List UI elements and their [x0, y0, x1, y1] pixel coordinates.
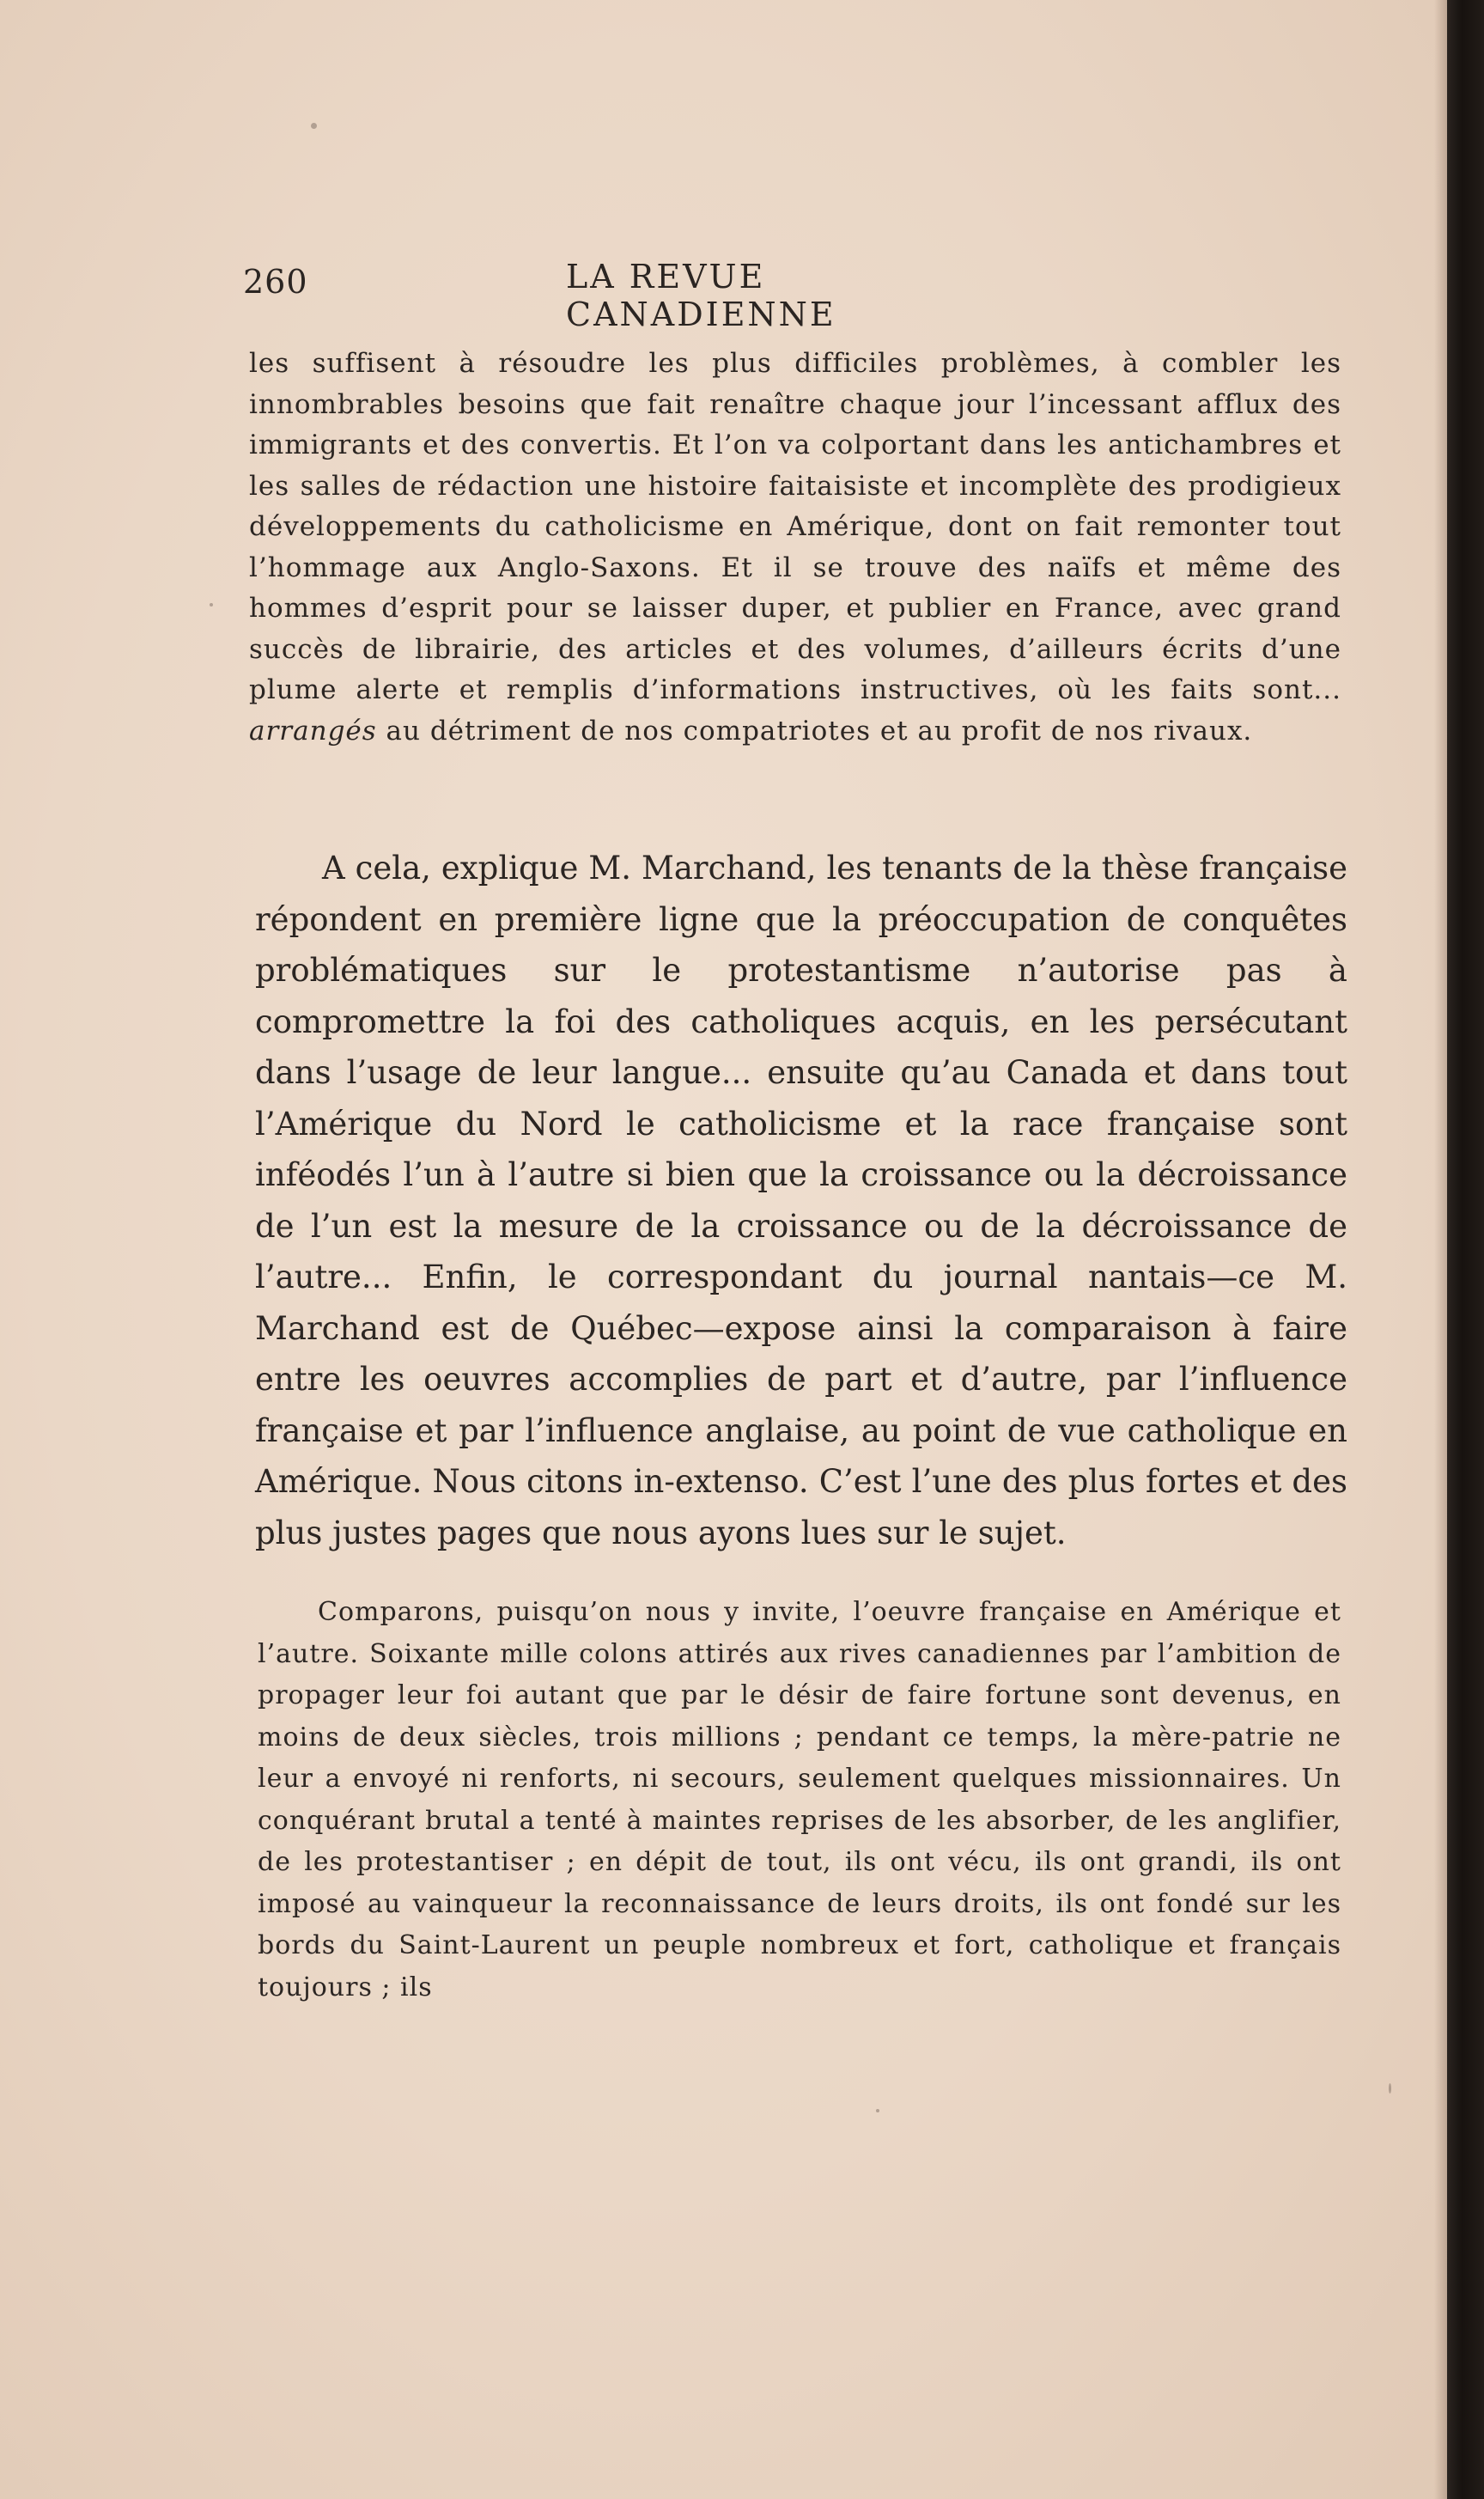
paper-speck [210, 603, 213, 606]
quoted-passage-2 [258, 1592, 1341, 2008]
body-paragraph-text: A cela, explique M. Marchand, les tenants de la thèse française répondent en première ligne que la préoccupation de conquêtes problématiques sur le protestantisme n’autorise pas à compromettre la foi des catholiques acquis, en les persécutant dans l’usage de leur langue... ensuite qu’au Canada et dans tout l’Amérique du Nord le catholicisme et la race française sont inféodés l’un à l’autre si bien que la croissance ou la décroissance de l’un est la mesure de la croissance ou de la décroissance de l’autre... Enfin, le correspondant du journal nantais—ce M. Marchand est de Québec—expose ainsi la comparaison à faire entre les oeuvres accomplies de part et d’autre, par l’influence française et par l’influence anglaise, au point de vue catholique en Amérique. Nous citons in-extenso. C’est l’une des plus fortes et des plus justes pages que nous ayons lues sur le sujet. [255, 850, 1347, 1551]
page-number: 260 [243, 263, 308, 301]
page-edge-shadow [1434, 0, 1447, 2499]
quoted-passage-2-text: Comparons, puisqu’on nous y invite, l’oeuvre française en Amérique et l’autre. Soixante mille colons attirés aux rives canadiennes par l’ambition de propager leur foi autant que par le désir de faire fortune sont devenus, en moins de deux siècles, trois millions ; pendant ce temps, la mère-patrie ne leur a envoyé ni renforts, ni secours, seulement quelques missionnaires. Un conquérant brutal a tenté à maintes reprises de les absorber, de les anglifier, de les protestantiser ; en dépit de tout, ils ont vécu, ils ont grandi, ils ont imposé au vainqueur la reconnaissance de leurs droits, ils ont fondé sur les bords du Saint-Laurent un peuple nombreux et fort, catholique et français toujours ; ils [258, 1597, 1341, 2002]
book-binding [1447, 0, 1484, 2499]
paper-speck [311, 123, 317, 129]
body-paragraph [255, 843, 1347, 1558]
running-title: LA REVUE CANADIENNE [566, 258, 836, 333]
quote1-italic-word: arrangés [249, 715, 377, 747]
quote1-text-before: les suffisent à résoudre les plus difficiles problèmes, à combler les innombrables besoins que fait renaître chaque jour l’incessant afflux des immigrants et des convertis. Et l’on va colportant dans les antichambres et les salles de rédaction une histoire faitaisiste et incomplète des prodigieux développements du catholicisme en Amérique, dont on fait remonter tout l’hommage aux Anglo-Saxons. Et il se trouve des naïfs et même des hommes d’esprit pour se laisser duper, et publier en France, avec grand succès de librairie, des articles et des volumes, d’ailleurs écrits d’une plume alerte et remplis d’informations instructives, où les faits sont... [249, 348, 1341, 705]
page-header [243, 256, 1042, 333]
paper-speck [876, 2109, 879, 2112]
quote1-text-after: au détriment de nos compatriotes et au profit de nos rivaux. [376, 715, 1253, 747]
quoted-passage-1 [249, 344, 1341, 752]
quoted-passage-1-text [249, 344, 1341, 752]
paper-speck [1389, 2083, 1391, 2094]
